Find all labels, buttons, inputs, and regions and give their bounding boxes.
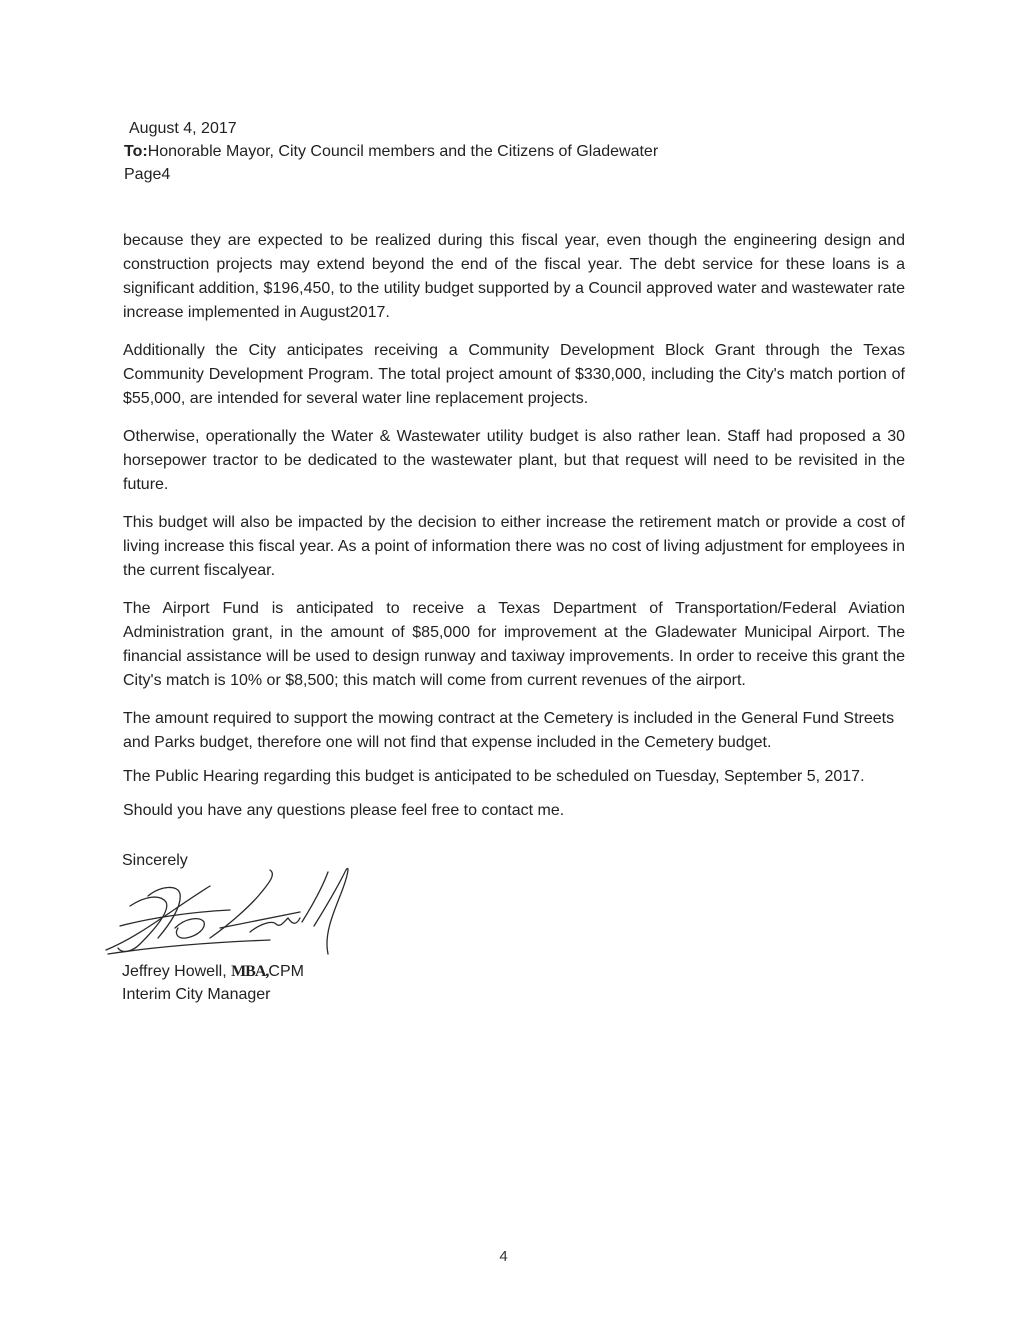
signer-credentials-tail: CPM bbox=[268, 963, 304, 980]
paragraph-debt-service: because they are expected to be realized during this fiscal year, even though the engineering design and construction projects may extend beyond the end of the fiscal year. The debt service for these loans is a significant addition, $196,450, to the utility budget supported by a Council approved water and wastewater rate increase implemented in August2017. bbox=[123, 232, 905, 321]
signer-name: Jeffrey Howell, bbox=[122, 963, 232, 980]
page-label: Page4 bbox=[124, 166, 171, 183]
recipient-label: To: bbox=[124, 143, 148, 160]
page-number: 4 bbox=[499, 1248, 508, 1265]
closing-salutation: Sincerely bbox=[122, 852, 188, 869]
letter-header bbox=[124, 117, 658, 186]
paragraph-water-wastewater: Otherwise, operationally the Water & Wastewater utility budget is also rather lean. Staff had proposed a 30 horsepower tractor to be dedicated to the wastewater plant, but that request will need to be revisited in the future. bbox=[123, 428, 905, 493]
paragraph-airport-fund: The Airport Fund is anticipated to receive a Texas Department of Transportation/Federal Aviation Administration grant, in the amount of $85,000 for improvement at the Gladewater Municipal Airport. The financial assistance will be used to design runway and taxiway improvements. In order to receive this grant the City's match is 10% or $8,500; this match will come from current revenues of the airport. bbox=[123, 600, 905, 689]
paragraph-contact: Should you have any questions please feel free to contact me. bbox=[123, 802, 565, 819]
paragraph-cdbg-grant: Additionally the City anticipates receiving a Community Development Block Grant through the Texas Community Development Program. The total project amount of $330,000, including the City's match portion of $55,000, are intended for several water line replacement projects. bbox=[123, 342, 905, 407]
recipient-text: Honorable Mayor, City Council members and the Citizens of Gladewater bbox=[147, 143, 659, 160]
letter-date: August 4, 2017 bbox=[129, 120, 237, 137]
letter-body bbox=[123, 229, 905, 833]
paragraph-cemetery: The amount required to support the mowing contract at the Cemetery is included in the General Fund Streets and Parks budget, therefore one will not find that expense included in the Cemetery budget. bbox=[123, 710, 895, 751]
handwritten-signature bbox=[100, 866, 360, 958]
paragraph-retirement-col: This budget will also be impacted by the decision to either increase the retirement match or provide a cost of living increase this fiscal year. As a point of information there was no cost of living adjustment for employees in the current fiscalyear. bbox=[123, 514, 905, 579]
signature-block bbox=[122, 960, 304, 1006]
paragraph-public-hearing: The Public Hearing regarding this budget is anticipated to be scheduled on Tuesday, September 5, 2017. bbox=[123, 768, 865, 785]
signer-name-line bbox=[122, 960, 304, 983]
recipient-line bbox=[124, 140, 658, 163]
signer-title: Interim City Manager bbox=[122, 986, 271, 1003]
signer-credentials: MBA, bbox=[231, 963, 269, 980]
